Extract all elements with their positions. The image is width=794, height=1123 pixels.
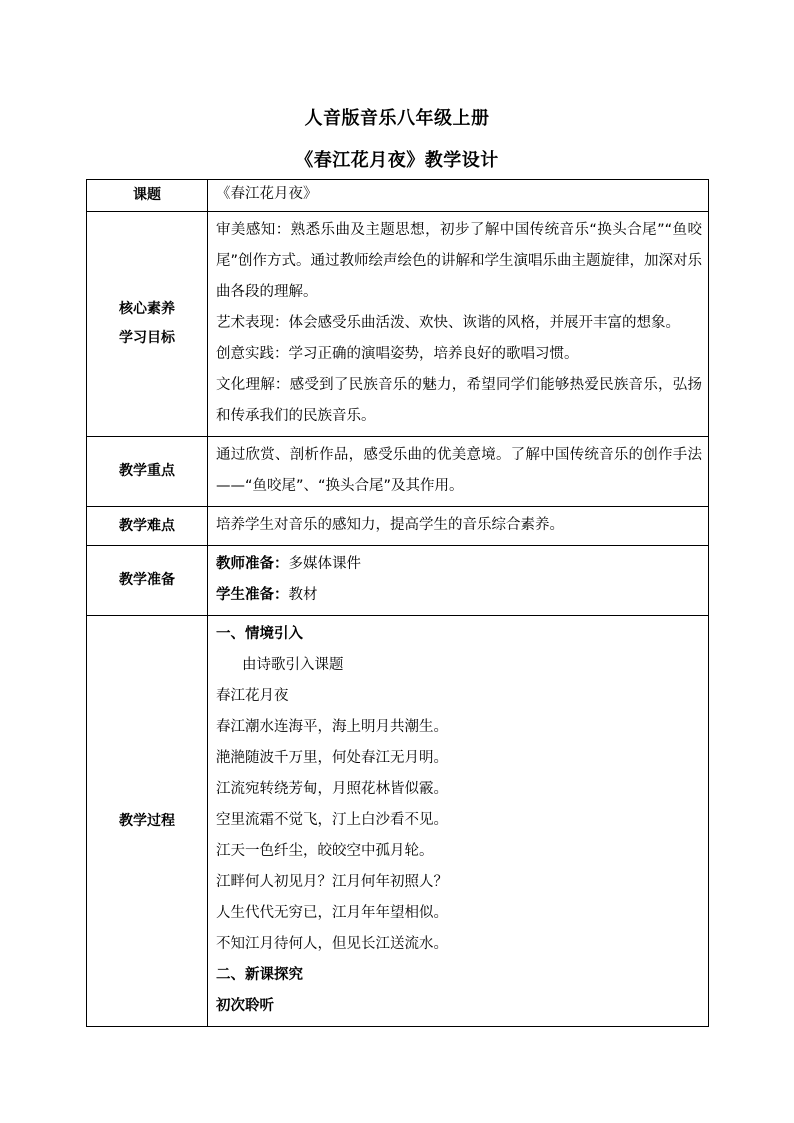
goal-culture: 文化理解：感受到了民族音乐的魅力，希望同学们能够热爱民族音乐，弘扬和传承我们的民族音乐。 — [216, 377, 702, 424]
row-goals — [87, 212, 709, 437]
prep-cell — [208, 546, 709, 616]
poem-line: 江天一色纤尘，皎皎空中孤月轮。 — [216, 843, 434, 859]
row-topic — [87, 180, 709, 212]
poem-line: 春江潮水连海平，海上明月共潮生。 — [216, 719, 448, 735]
document-subtitle: 《春江花月夜》教学设计 — [295, 150, 499, 171]
process-intro: 由诗歌引入课题 — [242, 657, 344, 673]
label-prep: 教学准备 — [87, 546, 208, 616]
poem-title: 春江花月夜 — [216, 688, 289, 704]
focus-cell — [208, 437, 709, 507]
label-focus: 教学重点 — [87, 437, 208, 507]
difficulty-text: 培养学生对音乐的感知力，提高学生的音乐综合素养。 — [216, 517, 564, 533]
label-goals-line2: 学习目标 — [119, 330, 175, 346]
process-cell — [208, 616, 709, 1027]
row-process — [87, 616, 709, 1027]
prep-student — [216, 580, 702, 611]
document-title: 人音版音乐八年级上册 — [304, 108, 490, 129]
row-prep — [87, 546, 709, 616]
process-section2-heading: 二、新课探究 — [216, 967, 303, 983]
label-goals — [87, 212, 208, 437]
goal-expression: 艺术表现：体会感受乐曲活泼、欢快、诙谐的风格，并展开丰富的想象。 — [216, 315, 680, 331]
process-section1-heading: 一、情境引入 — [216, 626, 303, 642]
prep-student-label: 学生准备： — [216, 587, 289, 603]
row-difficulty — [87, 507, 709, 546]
label-process: 教学过程 — [87, 616, 208, 1027]
label-topic: 课题 — [87, 180, 208, 212]
row-focus — [87, 437, 709, 507]
prep-teacher — [216, 549, 702, 580]
poem-line: 滟滟随波千万里，何处春江无月明。 — [216, 750, 448, 766]
topic-value: 《春江花月夜》 — [216, 186, 318, 202]
prep-teacher-label: 教师准备： — [216, 556, 289, 572]
difficulty-cell — [208, 507, 709, 546]
poem-line: 江畔何人初见月？江月何年初照人？ — [216, 874, 448, 890]
process-sub-first-listen: 初次聆听 — [216, 998, 274, 1014]
lesson-plan-table — [86, 179, 709, 1027]
label-difficulty: 教学难点 — [87, 507, 208, 546]
label-goals-line1: 核心素养 — [119, 301, 175, 317]
prep-teacher-value: 多媒体课件 — [288, 556, 361, 572]
poem-line: 人生代代无穷已，江月年年望相似。 — [216, 905, 448, 921]
goal-practice: 创意实践：学习正确的演唱姿势，培养良好的歌唱习惯。 — [216, 346, 579, 362]
poem-line: 空里流霜不觉飞，汀上白沙看不见。 — [216, 812, 448, 828]
poem-line: 不知江月待何人，但见长江送流水。 — [216, 936, 448, 952]
goals-cell — [208, 212, 709, 437]
prep-student-value: 教材 — [288, 587, 318, 603]
focus-text: 通过欣赏、剖析作品，感受乐曲的优美意境。了解中国传统音乐的创作手法——“鱼咬尾”、“换头合尾”及其作用。 — [216, 447, 702, 494]
topic-cell — [208, 180, 709, 212]
goal-aesthetic: 审美感知：熟悉乐曲及主题思想，初步了解中国传统音乐“换头合尾”“鱼咬尾”创作方式。通过教师绘声绘色的讲解和学生演唱乐曲主题旋律，加深对乐曲各段的理解。 — [216, 222, 703, 300]
poem-line: 江流宛转绕芳甸，月照花林皆似霰。 — [216, 781, 448, 797]
